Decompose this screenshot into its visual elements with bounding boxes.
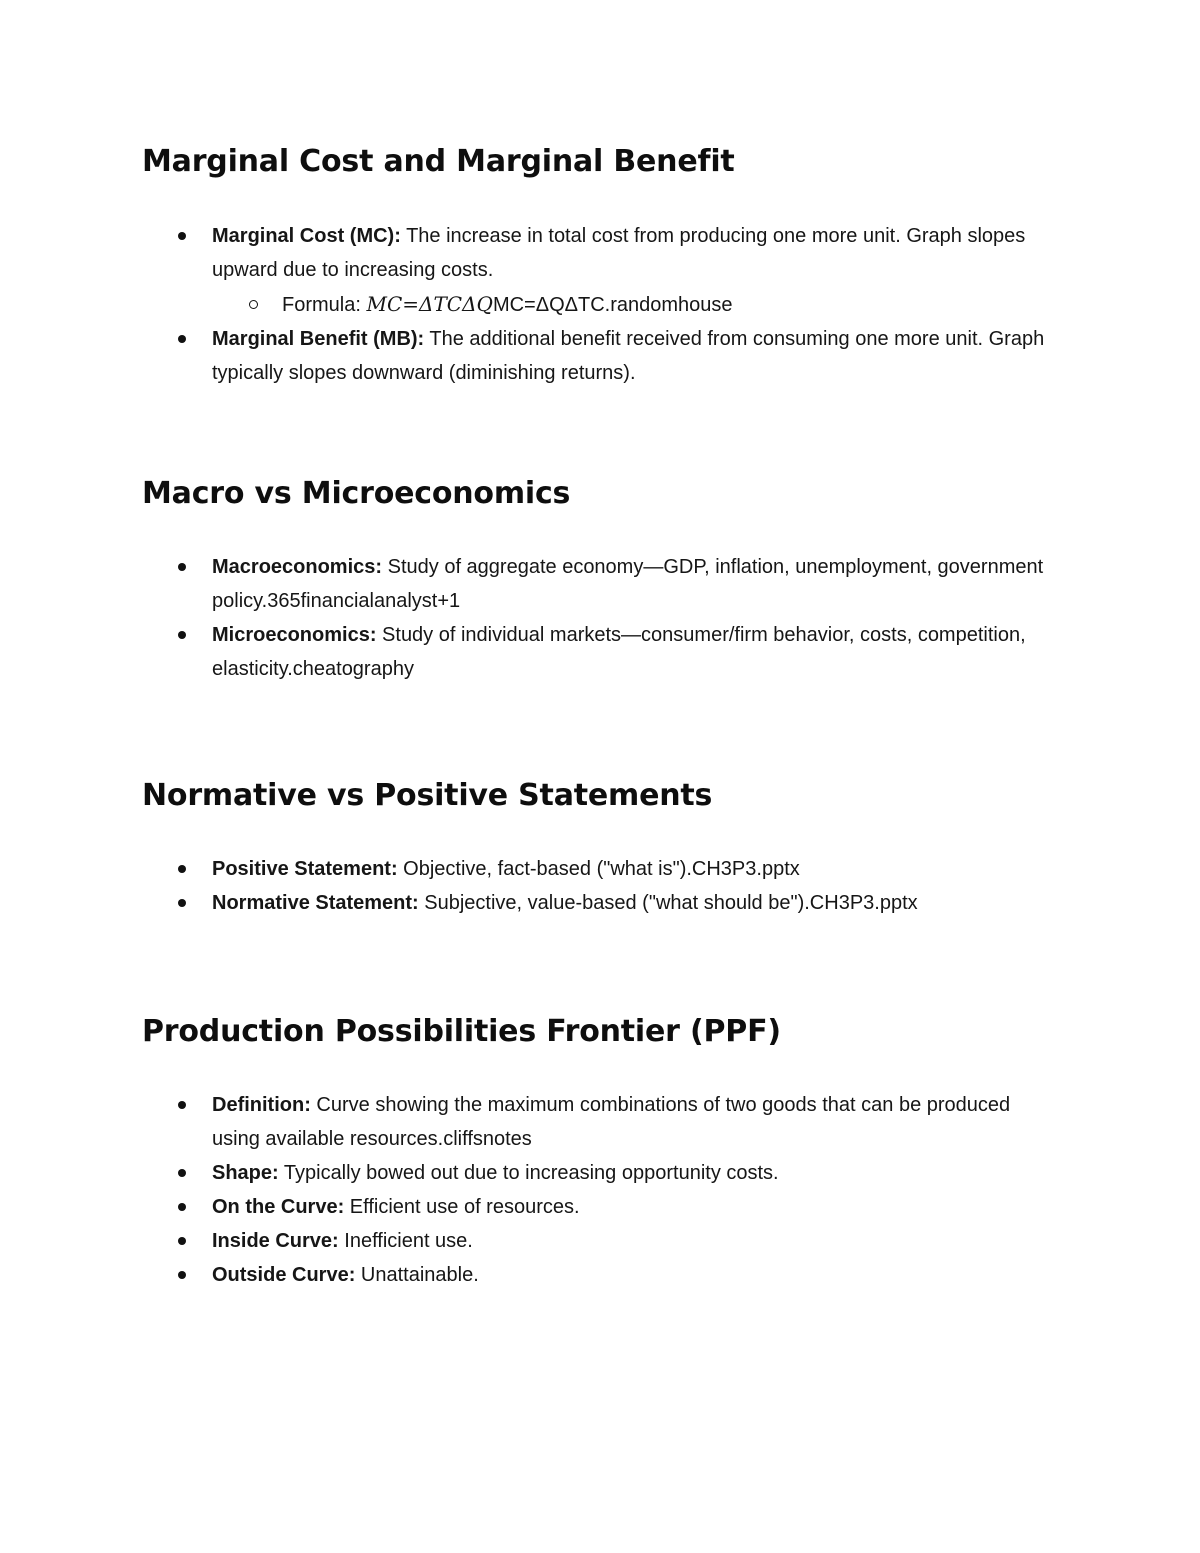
section-heading: Marginal Cost and Marginal Benefit xyxy=(142,144,735,179)
bullet-term: Definition: xyxy=(212,1094,311,1116)
bullet-dot-icon xyxy=(178,899,186,907)
list-item xyxy=(142,1224,1062,1258)
bullet-dot-icon xyxy=(178,335,186,343)
section-ppf xyxy=(142,1014,1062,1292)
bullet-text: Subjective, value-based ("what should be").CH3P3.pptx xyxy=(418,892,918,914)
bullet-text: Inefficient use. xyxy=(338,1230,473,1252)
list-item xyxy=(142,322,1062,390)
bullet-text: Curve showing the maximum combinations of two goods that can be produced using available resources.cliffsnotes xyxy=(212,1094,1011,1150)
bullet-list xyxy=(142,550,1062,686)
bullet-dot-icon xyxy=(178,1169,186,1177)
list-item xyxy=(142,852,1062,886)
bullet-dot-icon xyxy=(178,865,186,873)
bullet-dot-icon xyxy=(178,1101,186,1109)
bullet-term: Macroeconomics: xyxy=(212,556,383,578)
list-item xyxy=(142,1088,1062,1156)
bullet-text: The increase in total cost from producing one more unit. Graph slopes upward due to increasing costs. xyxy=(212,225,1026,281)
bullet-term: Marginal Benefit (MB): xyxy=(212,328,425,350)
bullet-dot-icon xyxy=(178,563,186,571)
bullet-text: The additional benefit received from consuming one more unit. Graph typically slopes downward (diminishing returns). xyxy=(212,328,1045,384)
bullet-term: Positive Statement: xyxy=(212,858,398,880)
bullet-term: Microeconomics: xyxy=(212,624,377,646)
bullet-list xyxy=(142,1088,1062,1292)
list-item xyxy=(142,886,1062,920)
bullet-text: Objective, fact-based ("what is").CH3P3.pptx xyxy=(397,858,800,880)
bullet-dot-icon xyxy=(178,1237,186,1245)
bullet-term: Marginal Cost (MC): xyxy=(212,225,401,247)
sub-bullet-circle-icon xyxy=(249,300,258,309)
section-marginal-cost-benefit xyxy=(142,144,1062,390)
bullet-text: Unattainable. xyxy=(355,1264,479,1286)
bullet-dot-icon xyxy=(178,1271,186,1279)
bullet-text: Study of individual markets—consumer/firm behavior, costs, competition, elasticity.cheatography xyxy=(212,624,1026,680)
bullet-list xyxy=(142,852,1062,920)
list-item xyxy=(142,1190,1062,1224)
section-normative-vs-positive xyxy=(142,778,1062,920)
list-item xyxy=(142,219,1062,287)
section-heading: Macro vs Microeconomics xyxy=(142,476,571,511)
bullet-dot-icon xyxy=(178,1203,186,1211)
bullet-term: Normative Statement: xyxy=(212,892,419,914)
sub-list-item xyxy=(142,287,1062,322)
formula-math: MC=ΔTCΔQ xyxy=(366,292,493,316)
bullet-text: Efficient use of resources. xyxy=(344,1196,580,1218)
section-heading: Production Possibilities Frontier (PPF) xyxy=(142,1014,781,1049)
bullet-term: Shape: xyxy=(212,1162,279,1184)
bullet-term: On the Curve: xyxy=(212,1196,345,1218)
list-item xyxy=(142,1156,1062,1190)
list-item xyxy=(142,1258,1062,1292)
list-item xyxy=(142,618,1062,686)
bullet-term: Inside Curve: xyxy=(212,1230,339,1252)
formula-text: MC=ΔQΔTC.randomhouse xyxy=(492,294,733,316)
bullet-text: Typically bowed out due to increasing opportunity costs. xyxy=(278,1162,779,1184)
section-heading: Normative vs Positive Statements xyxy=(142,778,713,813)
bullet-dot-icon xyxy=(178,631,186,639)
bullet-term: Outside Curve: xyxy=(212,1264,356,1286)
bullet-dot-icon xyxy=(178,232,186,240)
list-item xyxy=(142,550,1062,618)
bullet-list xyxy=(142,219,1062,390)
section-macro-vs-micro xyxy=(142,476,1062,686)
bullet-text: Study of aggregate economy—GDP, inflation, unemployment, government policy.365financialanalyst+1 xyxy=(212,556,1044,612)
formula-label: Formula: xyxy=(282,294,367,316)
